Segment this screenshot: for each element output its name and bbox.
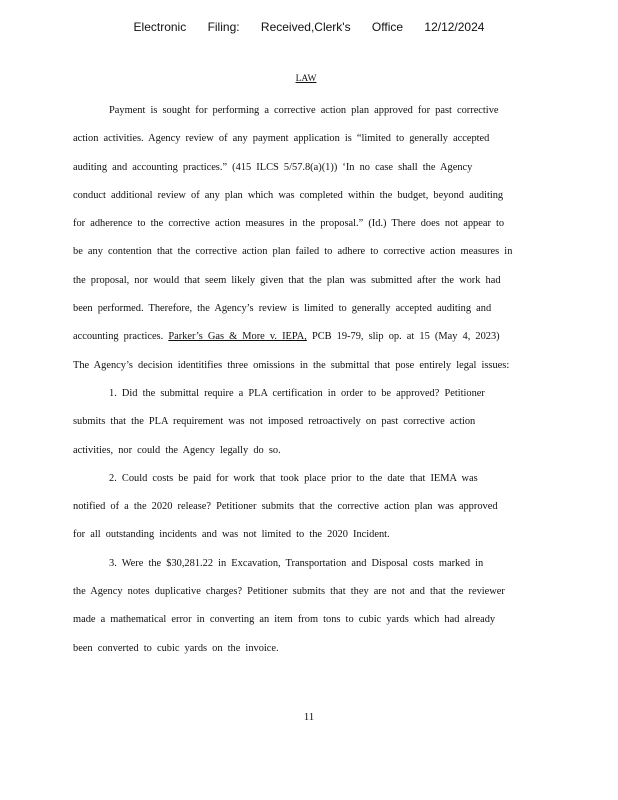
list-item-1-line: 1. Did the submittal require a PLA certification in order to be approved? Petitioner: [109, 387, 485, 399]
case-name: Parker’s Gas & More v. IEPA,: [168, 331, 307, 343]
citation-after: PCB 19-79, slip op. at 15 (May 4, 2023): [306, 331, 500, 343]
list-item-3-line: the Agency notes duplicative charges? Petitioner submits that they are not and that the reviewer: [73, 586, 505, 598]
page-number: 11: [303, 711, 315, 723]
header-received-clerks: Received,Clerk's: [260, 20, 351, 34]
body-line: been performed. Therefore, the Agency’s review is limited to generally accepted auditing and: [73, 303, 492, 315]
body-line: auditing and accounting practices.” (415 ILCS 5/57.8(a)(1)) ‘In no case shall the Agency: [73, 161, 473, 173]
header-electronic: Electronic: [133, 20, 187, 34]
body-line: The Agency’s decision identitifies three omissions in the submittal that pose entirely legal issues:: [73, 359, 510, 371]
section-title: [0, 74, 618, 84]
body-line: be any contention that the corrective action plan failed to adhere to corrective action measures in: [73, 246, 513, 258]
body-line: action activities. Agency review of any payment application is “limited to generally accepted: [73, 133, 490, 145]
list-item-3-line: been converted to cubic yards on the invoice.: [73, 642, 279, 654]
header-filing: Filing:: [207, 20, 240, 34]
list-item-3-line: 3. Were the $30,281.22 in Excavation, Transportation and Disposal costs marked in: [109, 557, 484, 569]
section-title-text: LAW: [295, 74, 317, 84]
document-body: [73, 97, 543, 663]
body-line: conduct additional review of any plan which was completed within the budget, beyond auditing: [73, 189, 504, 201]
filing-stamp-header: [0, 20, 618, 34]
list-item-1-line: activities, nor could the Agency legally do so.: [73, 444, 281, 456]
body-line: for adherence to the corrective action measures in the proposal.” (Id.) There does not appear to: [73, 218, 505, 230]
list-item-2-line: 2. Could costs be paid for work that took place prior to the date that IEMA was: [109, 472, 478, 484]
body-line: Payment is sought for performing a corrective action plan approved for past corrective: [109, 105, 499, 116]
list-item-1-line: submits that the PLA requirement was not imposed retroactively on past corrective action: [73, 416, 476, 428]
list-item-2-line: notified of a the 2020 release? Petitioner submits that the corrective action plan was approved: [73, 501, 498, 513]
citation-line: [73, 323, 543, 351]
header-date: 12/12/2024: [424, 20, 485, 34]
header-office: Office: [371, 20, 404, 34]
citation-before: accounting practices.: [73, 331, 169, 343]
list-item-2-line: for all outstanding incidents and was not limited to the 2020 Incident.: [73, 529, 390, 541]
body-line: the proposal, nor would that seem likely given that the plan was submitted after the work had: [73, 274, 501, 286]
list-item-3-line: made a mathematical error in converting an item from tons to cubic yards which had already: [73, 614, 496, 626]
